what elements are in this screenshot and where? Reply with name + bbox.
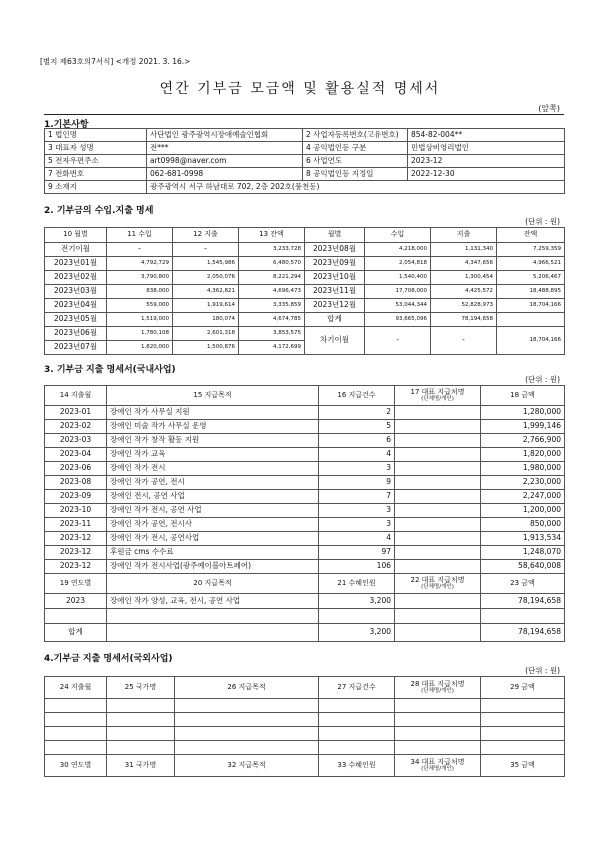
amount-cell: 58,640,008 [481,560,565,574]
recipient-cell [395,490,481,504]
purpose-cell: 장애인 미술 작가 사무실 운영 [107,420,319,434]
field-label: 6 사업연도 [303,155,408,168]
month-cell: 2023-12 [45,532,107,546]
field-value: 민법상비영리법인 [408,142,565,155]
count-cell: 7 [319,490,395,504]
amount-cell: 18,488,895 [497,285,565,299]
month-cell: 2023년09월 [305,257,365,271]
field-value: 2023-12 [408,155,565,168]
year-row [45,594,565,609]
recipient-cell [395,406,481,420]
purpose-cell: 장애인 작가 교육 [107,448,319,462]
section-title-basic: 1.기본사항 [44,120,89,130]
amount-cell: 2,230,000 [481,476,565,490]
amount-cell: 2,054,818 [365,257,431,271]
recipient-cell [395,594,481,609]
month-cell: 2023년12월 [305,299,365,313]
field-label: 7 전화번호 [45,168,147,181]
total-beneficiaries: 3,200 [319,624,395,642]
page-note: (앞쪽) [538,104,560,113]
month-cell: 2023-12 [45,560,107,574]
count-cell: 3 [319,504,395,518]
column-header: 10 월별 [45,228,107,243]
beneficiary-cell: 3,200 [319,594,395,609]
amount-cell: 3,790,800 [107,271,173,285]
month-cell: 2023년11월 [305,285,365,299]
field-label: 3 대표자 성명 [45,142,147,155]
month-cell: 2023년06월 [45,327,107,341]
table-header-row [45,677,565,699]
amount-cell: 2,050,076 [173,271,239,285]
empty-cell [107,713,175,727]
empty-cell [319,699,395,713]
field-label: 8 공익법인등 지정일 [303,168,408,181]
month-cell: 2023년04월 [45,299,107,313]
column-header: 24 지출월 [45,677,107,699]
year-row [45,609,565,624]
month-cell: 2023-03 [45,434,107,448]
purpose-cell: 장애인 작가 전시 [107,462,319,476]
domestic-row [45,434,565,448]
month-cell: 2023-01 [45,406,107,420]
amount-cell: 4,966,521 [497,257,565,271]
amount-cell: 1,280,000 [481,406,565,420]
year-cell [45,609,107,624]
amount-cell: 3,335,859 [239,299,305,313]
carry-income: - [365,327,431,355]
month-cell: 2023-10 [45,504,107,518]
recipient-cell [395,476,481,490]
income-row [45,327,565,341]
column-header: 16 지급건수 [319,386,395,406]
month-cell: 2023년08월 [305,243,365,257]
purpose-cell: 장애인 작가 전시, 공연사업 [107,532,319,546]
amount-cell: 1,500,876 [173,341,239,355]
field-value: 전*** [147,142,303,155]
income-expense-table [44,227,565,355]
column-header: 29 금액 [481,677,565,699]
domestic-row [45,406,565,420]
header-label: 34 대표 지급처명 [410,757,465,766]
empty-cell [497,313,565,327]
recipient-cell [395,546,481,560]
table-header-row [45,386,565,406]
empty-cell [395,624,481,642]
amount-cell: 3,233,728 [239,243,305,257]
empty-cell [481,727,565,741]
table-header-row [45,228,565,243]
empty-cell [175,713,319,727]
unit-label: (단위 : 원) [525,217,560,226]
month-cell: 2023년07월 [45,341,107,355]
amount-cell: 180,074 [173,313,239,327]
month-cell: 2023-02 [45,420,107,434]
domestic-row [45,476,565,490]
column-header: 지출 [431,228,497,243]
amount-cell: 17,708,000 [365,285,431,299]
amount-cell: 1,519,000 [107,313,173,327]
count-cell: 2 [319,406,395,420]
purpose-cell: 장애인 작가 창작 활동 지원 [107,434,319,448]
amount-cell: 4,425,572 [431,285,497,299]
recipient-cell [395,560,481,574]
purpose-cell: 장애인 작가 양성, 교육, 전시, 공연 사업 [107,594,319,609]
foreign-expense-table [44,676,565,777]
amount-cell: 1,913,534 [481,532,565,546]
amount-cell: 838,000 [107,285,173,299]
amount-cell: 3,853,575 [239,327,305,341]
month-cell: 2023-09 [45,490,107,504]
column-header: 11 수입 [107,228,173,243]
year-cell: 2023 [45,594,107,609]
empty-cell [175,699,319,713]
amount-cell: 1,820,000 [481,448,565,462]
field-label: 1 법인명 [45,129,147,142]
income-row [45,257,565,271]
domestic-row [45,546,565,560]
empty-cell [45,699,107,713]
total-amount: 78,194,658 [481,624,565,642]
field-label: 2 사업자등록번호(고유번호) [303,129,408,142]
empty-cell [395,713,481,727]
column-header: 19 연도별 [45,574,107,594]
form-label: [별지 제63호의7서식] <개정 2021. 3. 16.> [40,57,191,66]
column-header: 30 연도별 [45,755,107,777]
amount-cell: 5,206,467 [497,271,565,285]
total-income: 93,665,096 [365,313,431,327]
amount-cell: 7,259,359 [497,243,565,257]
table-header-row [45,755,565,777]
column-header [395,386,481,406]
amount-cell: 1,131,340 [431,243,497,257]
recipient-cell [395,462,481,476]
month-cell: 2023-12 [45,546,107,560]
domestic-row [45,560,565,574]
recipient-cell [395,434,481,448]
column-header: 14 지출월 [45,386,107,406]
empty-cell [481,699,565,713]
recipient-cell [395,420,481,434]
basic-info-row [45,168,565,181]
purpose-cell: 장애인 작가 공연, 전시사 [107,518,319,532]
amount-cell: - [107,243,173,257]
domestic-row [45,518,565,532]
month-cell: 2023-08 [45,476,107,490]
amount-cell: 6,480,570 [239,257,305,271]
basic-info-table [44,128,565,194]
empty-cell [395,741,481,755]
basic-info-row [45,142,565,155]
amount-cell: 4,792,729 [107,257,173,271]
amount-cell: 2,247,000 [481,490,565,504]
purpose-cell: 장애인 전시, 공연 사업 [107,490,319,504]
header-label: 28 대표 지급처명 [410,679,465,688]
month-cell: 2023년03월 [45,285,107,299]
empty-cell [45,713,107,727]
empty-cell [45,727,107,741]
count-cell: 97 [319,546,395,560]
recipient-cell [395,609,481,624]
table-header-row [45,574,565,594]
amount-cell: 18,704,166 [497,299,565,313]
column-header: 13 잔액 [239,228,305,243]
column-header: 27 지급건수 [319,677,395,699]
section-title-foreign: 4.기부금 지출 명세서(국외사업) [44,654,173,664]
domestic-row [45,490,565,504]
empty-cell [107,624,319,642]
total-label: 합계 [45,624,107,642]
field-value: 854-82-004** [408,129,565,142]
purpose-cell: 후원금 cms 수수료 [107,546,319,560]
amount-cell: 4,362,821 [173,285,239,299]
amount-cell: 4,172,699 [239,341,305,355]
page-title: 연간 기부금 모금액 및 활용실적 명세서 [159,81,441,97]
amount-cell: 4,218,000 [365,243,431,257]
column-header: 26 지급목적 [175,677,319,699]
amount-cell: 559,000 [107,299,173,313]
recipient-cell [395,532,481,546]
amount-cell: 1,248,070 [481,546,565,560]
empty-row [45,713,565,727]
field-value: 062-681-0998 [147,168,303,181]
amount-cell: 4,696,473 [239,285,305,299]
empty-row [45,741,565,755]
count-cell: 9 [319,476,395,490]
income-row [45,285,565,299]
total-expense: 78,194,658 [431,313,497,327]
field-label: 5 전자우편주소 [45,155,147,168]
amount-cell: 1,820,000 [107,341,173,355]
total-label: 합계 [305,313,365,327]
section-title-domestic: 3. 기부금 지출 명세서(국내사업) [44,365,176,375]
carry-balance: 18,704,166 [497,327,565,355]
month-cell: 2023년01월 [45,257,107,271]
purpose-cell [107,609,319,624]
domestic-row [45,420,565,434]
column-header: 31 국가명 [107,755,175,777]
empty-cell [319,713,395,727]
amount-cell: 850,000 [481,518,565,532]
amount-cell: 1,200,000 [481,504,565,518]
unit-label: (단위 : 원) [525,375,560,384]
domestic-row [45,448,565,462]
amount-cell: 1,980,000 [481,462,565,476]
column-header [395,755,481,777]
field-value: 사단법인 광주광역시장애예술인협회 [147,129,303,142]
empty-cell [481,713,565,727]
basic-info-row [45,129,565,142]
empty-cell [45,741,107,755]
amount-cell: 1,300,454 [431,271,497,285]
field-value: 2022-12-30 [408,168,565,181]
month-cell: 2023년05월 [45,313,107,327]
domestic-row [45,462,565,476]
column-header: 21 수혜인원 [319,574,395,594]
header-sublabel: (단체명/개인) [421,766,454,773]
carry-label: 차기이월 [305,327,365,355]
count-cell: 3 [319,518,395,532]
income-row [45,313,565,327]
header-label: 22 대표 지급처명 [410,575,465,584]
income-row [45,243,565,257]
count-cell: 4 [319,532,395,546]
header-sublabel: (단체명/개인) [421,688,454,695]
empty-row [45,699,565,713]
recipient-cell [395,518,481,532]
month-cell: 2023-11 [45,518,107,532]
count-cell: 3 [319,462,395,476]
empty-cell [107,741,175,755]
empty-cell [175,741,319,755]
header-label: 17 대표 지급처명 [410,387,465,396]
month-cell: 2023-04 [45,448,107,462]
field-value: 광주광역시 서구 하남대로 702, 2층 202호(풍천동) [147,181,565,194]
basic-info-row [45,181,565,194]
month-cell: 전기이월 [45,243,107,257]
recipient-cell [395,448,481,462]
column-header: 23 금액 [481,574,565,594]
income-row [45,271,565,285]
column-header: 12 지출 [173,228,239,243]
unit-label: (단위 : 원) [525,666,560,675]
count-cell: 106 [319,560,395,574]
recipient-cell [395,504,481,518]
amount-cell [481,609,565,624]
domestic-expense-table [44,385,565,642]
total-row [45,624,565,642]
header-sublabel: (단체명/개인) [421,584,454,591]
amount-cell: 52,828,973 [431,299,497,313]
empty-cell [107,727,175,741]
purpose-cell: 장애인 작가 사무실 지원 [107,406,319,420]
amount-cell: 2,601,318 [173,327,239,341]
domestic-row [45,532,565,546]
purpose-cell: 장애인 작가 전시, 공연 사업 [107,504,319,518]
amount-cell: 2,766,900 [481,434,565,448]
column-header: 15 지급목적 [107,386,319,406]
empty-cell [175,727,319,741]
purpose-cell: 장애인 작가 공연, 전시 [107,476,319,490]
amount-cell: 4,347,656 [431,257,497,271]
count-cell: 4 [319,448,395,462]
amount-cell: 1,780,108 [107,327,173,341]
empty-row [45,727,565,741]
count-cell: 6 [319,434,395,448]
column-header: 20 지급목적 [107,574,319,594]
month-cell: 2023년10월 [305,271,365,285]
column-header: 25 국가명 [107,677,175,699]
empty-cell [481,741,565,755]
column-header: 32 지급목적 [175,755,319,777]
empty-cell [319,727,395,741]
amount-cell: 1,545,986 [173,257,239,271]
amount-cell: - [173,243,239,257]
month-cell: 2023년02월 [45,271,107,285]
column-header: 수입 [365,228,431,243]
beneficiary-cell [319,609,395,624]
amount-cell: 78,194,658 [481,594,565,609]
amount-cell: 4,674,785 [239,313,305,327]
field-label: 9 소재지 [45,181,147,194]
amount-cell: 1,919,614 [173,299,239,313]
income-row [45,299,565,313]
column-header: 월별 [305,228,365,243]
section-divider [44,114,564,115]
basic-info-row [45,155,565,168]
month-cell: 2023-06 [45,462,107,476]
empty-cell [395,699,481,713]
column-header: 35 금액 [481,755,565,777]
field-value: art0998@naver.com [147,155,303,168]
amount-cell: 1,540,400 [365,271,431,285]
amount-cell: 53,044,344 [365,299,431,313]
column-header: 33 수혜인원 [319,755,395,777]
count-cell: 5 [319,420,395,434]
amount-cell: 1,999,146 [481,420,565,434]
carry-expense: - [431,327,497,355]
empty-cell [395,727,481,741]
purpose-cell: 장애인 작가 전시사업(광주예이블아트페어) [107,560,319,574]
column-header: 잔액 [497,228,565,243]
column-header [395,677,481,699]
domestic-row [45,504,565,518]
amount-cell: 8,221,294 [239,271,305,285]
column-header [395,574,481,594]
header-sublabel: (단체명/개인) [421,396,454,403]
field-label: 4 공익법인등 구분 [303,142,408,155]
column-header: 18 금액 [481,386,565,406]
empty-cell [107,699,175,713]
section-title-income: 2. 기부금의 수입.지출 명세 [44,206,154,216]
empty-cell [319,741,395,755]
